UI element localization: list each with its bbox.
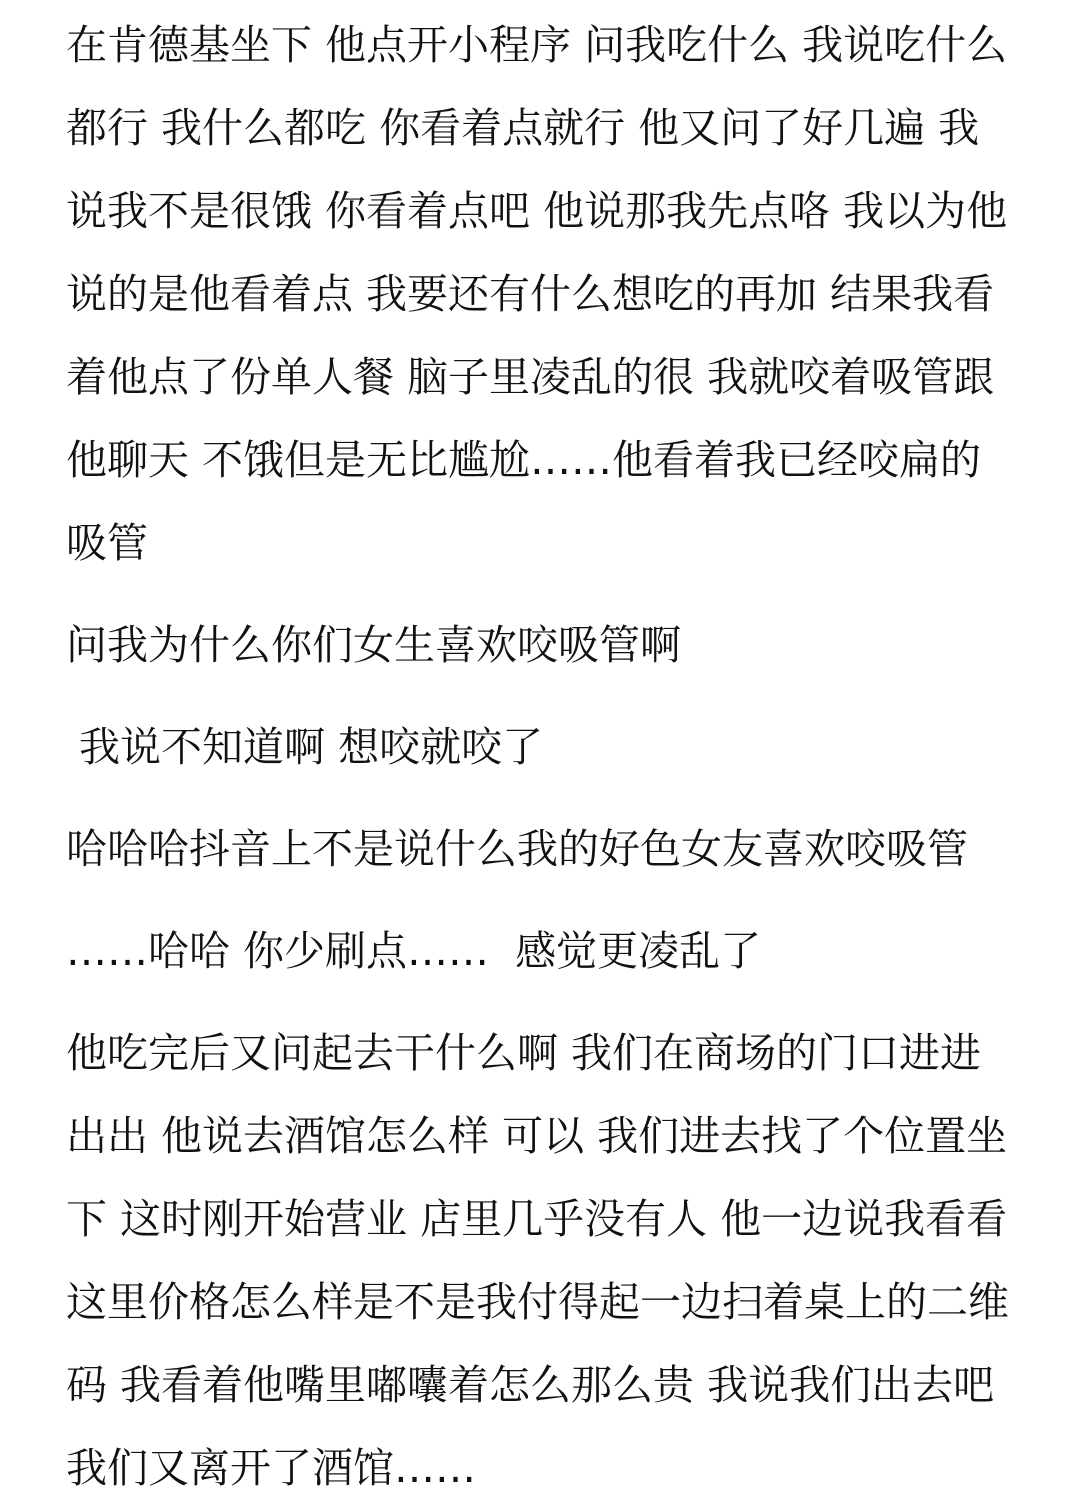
paragraph-douyin: 哈哈哈抖音上不是说什么我的好色女友喜欢咬吸管 [66, 825, 968, 873]
paragraph-reply: ……哈哈 你少刷点…… 感觉更凌乱了 [66, 927, 762, 975]
paragraph-kfc: 在肯德基坐下 他点开小程序 问我吃什么 我说吃什么都行 我什么都吃 你看着点就行 他又问了好几遍 我说我不是很饿 你看着点吧 他说那我先点咯 我以为他说的是他看着点 我要还有什么想吃的再加 结果我看着他点了份单人餐 脑子里凌乱的很 我就咬着吸管跟他聊天 不饿但是无比尴尬……他看着我已经咬扁的吸管 [66, 21, 1008, 567]
paragraph-bar: 他吃完后又问起去干什么啊 我们在商场的门口进进出出 他说去酒馆怎么样 可以 我们进去找了个位置坐下 这时刚开始营业 店里几乎没有人 他一边说我看看这里价格怎么样是不是我付得起一边扫着桌上的二维码 我看着他嘴里嘟囔着怎么那么贵 我说我们出去吧 我们又离开了酒馆…… [66, 1029, 1009, 1492]
paragraph-answer: 我说不知道啊 想咬就咬了 [66, 723, 544, 771]
paragraph-question: 问我为什么你们女生喜欢咬吸管啊 [66, 621, 681, 669]
